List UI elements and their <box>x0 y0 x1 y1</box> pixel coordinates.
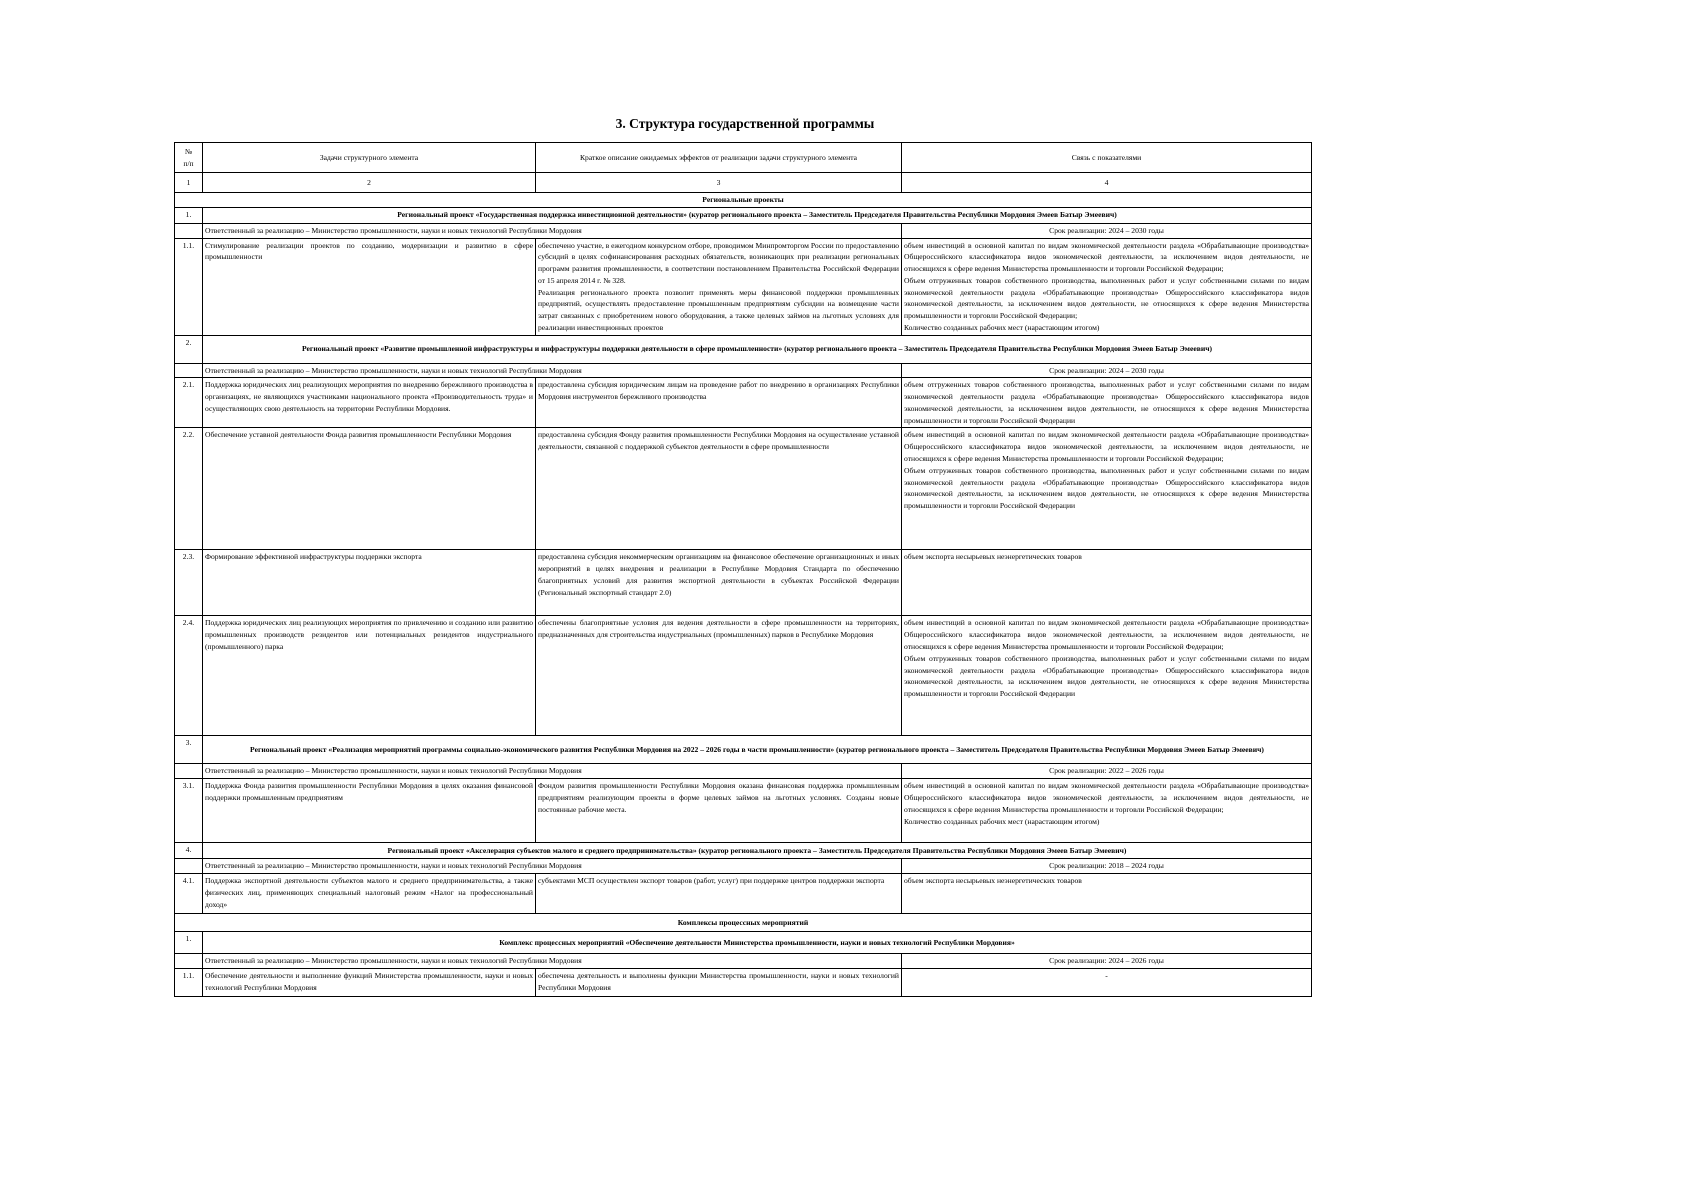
task-row <box>175 378 1312 428</box>
program-structure-table <box>174 142 1312 997</box>
task-number: 1.1. <box>175 238 203 335</box>
responsible-text: Ответственный за реализацию – Министерство промышленности, науки и новых технологий Республики Мордовия <box>203 363 902 378</box>
effect-text: Фондом развития промышленности Республики Мордовия оказана финансовая поддержка промышленным предприятиям реализующим проекты в форме целевых займов на льготных условиях. Созданы новые постоянные рабочие места. <box>536 779 902 843</box>
indicator-link-text: объем отгруженных товаров собственного производства, выполненных работ и услуг собственными силами по видам экономической деятельности раздела «Обрабатывающие производства» Общероссийского классификатора видов экономической деятельности, за исключением видов деятельности, не относящихся к сфере ведения Министерства промышленности и торговли Российской Федерации <box>902 378 1312 428</box>
project-title: Региональный проект «Развитие промышленной инфраструктуры и инфраструктуры поддержки деятельности в сфере промышленности» (куратор регионального проекта – Заместитель Председателя Правительства Республики Мордовия Эмеев Батыр Эмеевич) <box>203 335 1312 363</box>
task-row <box>175 616 1312 736</box>
section-row <box>175 914 1312 932</box>
header-tasks: Задачи структурного элемента <box>203 143 536 173</box>
section-title: Комплексы процессных мероприятий <box>175 914 1312 932</box>
complex-number: 1. <box>175 932 203 954</box>
task-text: Обеспечение уставной деятельности Фонда развития промышленности Республики Мордовия <box>203 428 536 550</box>
effect-text: обеспечена деятельность и выполнены функции Министерства промышленности, науки и новых технологий Республики Мордовия <box>536 968 902 996</box>
term-text: Срок реализации: 2022 – 2026 годы <box>902 764 1312 779</box>
col-number-3: 3 <box>536 173 902 193</box>
task-number: 1.1. <box>175 968 203 996</box>
task-text: Формирование эффективной инфраструктуры поддержки экспорта <box>203 550 536 616</box>
task-text: Поддержка юридических лиц реализующих мероприятия по внедрению бережливого производства в организациях, не являющихся участниками национального проекта «Производительность труда» и осуществляющих свою деятельность на территории Республики Мордовия. <box>203 378 536 428</box>
task-row <box>175 550 1312 616</box>
task-row <box>175 874 1312 914</box>
project-number: 4. <box>175 843 203 859</box>
task-number: 2.2. <box>175 428 203 550</box>
responsible-row <box>175 363 1312 378</box>
col-number-1: 1 <box>175 173 203 193</box>
header-row <box>175 143 1312 173</box>
section-row <box>175 193 1312 208</box>
task-row <box>175 779 1312 843</box>
task-row <box>175 968 1312 996</box>
header-num: № п/п <box>175 143 203 173</box>
col-number-4: 4 <box>902 173 1312 193</box>
task-number: 3.1. <box>175 779 203 843</box>
effect-text: субъектами МСП осуществлен экспорт товаров (работ, услуг) при поддержке центров поддержки экспорта <box>536 874 902 914</box>
task-number: 2.1. <box>175 378 203 428</box>
task-text: Обеспечение деятельности и выполнение функций Министерства промышленности, науки и новых технологий Республики Мордовия <box>203 968 536 996</box>
indicator-link-text: объем инвестиций в основной капитал по видам экономической деятельности раздела «Обрабатывающие производства» Общероссийского классификатора видов экономической деятельности, за исключением видов деятельности, не относящихся к сфере ведения Министерства промышленности и торговли Российской Федерации; Объем отгруженных товаров собственного производства, выполненных работ и услуг собственными силами по видам экономической деятельности раздела «Обрабатывающие производства» Общероссийского классификатора видов экономической деятельности, за исключением видов деятельности, не относящихся к сфере ведения Министерства промышленности и торговли Российской Федерации; Количество созданных рабочих мест (нарастающим итогом) <box>902 238 1312 335</box>
indicator-link-text: объем инвестиций в основной капитал по видам экономической деятельности раздела «Обрабатывающие производства» Общероссийского классификатора видов экономической деятельности, за исключением видов деятельности, не относящихся к сфере ведения Министерства промышленности и торговли Российской Федерации; Количество созданных рабочих мест (нарастающим итогом) <box>902 779 1312 843</box>
effect-text: предоставлена субсидия юридическим лицам на проведение работ по внедрению в организациях Республики Мордовия инструментов бережливого производства <box>536 378 902 428</box>
effect-text: предоставлена субсидия Фонду развития промышленности Республики Мордовия на осуществление уставной деятельности, связанной с поддержкой субъектов деятельности в сфере промышленности <box>536 428 902 550</box>
responsible-text: Ответственный за реализацию – Министерство промышленности, науки и новых технологий Республики Мордовия <box>203 764 902 779</box>
task-text: Стимулирование реализации проектов по созданию, модернизации и развитию в сфере промышленности <box>203 238 536 335</box>
task-text: Поддержка экспортной деятельности субъектов малого и среднего предпринимательства, а также физических лиц, применяющих специальный налоговый режим «Налог на профессиональный доход» <box>203 874 536 914</box>
col-number-2: 2 <box>203 173 536 193</box>
responsible-text: Ответственный за реализацию – Министерство промышленности, науки и новых технологий Республики Мордовия <box>203 954 902 969</box>
indicator-link-text: - <box>902 968 1312 996</box>
responsible-text: Ответственный за реализацию – Министерство промышленности, науки и новых технологий Республики Мордовия <box>203 859 902 874</box>
responsible-text: Ответственный за реализацию – Министерство промышленности, науки и новых технологий Республики Мордовия <box>203 223 902 238</box>
responsible-row <box>175 223 1312 238</box>
task-number: 2.4. <box>175 616 203 736</box>
indicator-link-text: объем экспорта несырьевых неэнергетических товаров <box>902 874 1312 914</box>
column-number-row <box>175 173 1312 193</box>
term-text: Срок реализации: 2024 – 2030 годы <box>902 363 1312 378</box>
indicator-link-text: объем инвестиций в основной капитал по видам экономической деятельности раздела «Обрабатывающие производства» Общероссийского классификатора видов экономической деятельности, за исключением видов деятельности, не относящихся к сфере ведения Министерства промышленности и торговли Российской Федерации; Объем отгруженных товаров собственного производства, выполненных работ и услуг собственными силами по видам экономической деятельности раздела «Обрабатывающие производства» Общероссийского классификатора видов экономической деятельности, за исключением видов деятельности, не относящихся к сфере ведения Министерства промышленности и торговли Российской Федерации <box>902 616 1312 736</box>
effect-text: обеспечено участие, в ежегодном конкурсном отборе, проводимом Минпромторгом России по предоставлению субсидий в целях софинансирования расходных обязательств, возникающих при реализации региональных программ развития промышленности, в соответствии постановлением Правительства Российской Федерации от 15 апреля 2014 г. № 328. Реализация регионального проекта позволит применять меры финансовой поддержки промышленных предприятий, осуществлять предоставление промышленным предприятиям субсидии на возмещение части затрат связанных с приобретением нового оборудования, а также целевых займов на льготных условиях для реализации инвестиционных проектов <box>536 238 902 335</box>
header-links: Связь с показателями <box>902 143 1312 173</box>
task-row <box>175 428 1312 550</box>
effect-text: обеспечены благоприятные условия для ведения деятельности в сфере промышленности на территориях, предназначенных для строительства индустриальных (промышленных) парков в Республике Мордовия <box>536 616 902 736</box>
project-title: Региональный проект «Реализация мероприятий программы социально-экономического развития Республики Мордовия на 2022 – 2026 годы в части промышленности» (куратор регионального проекта – Заместитель Председателя Правительства Республики Мордовия Эмеев Батыр Эмеевич) <box>203 736 1312 764</box>
page-title: 3. Структура государственной программы <box>615 116 875 131</box>
project-number: 3. <box>175 736 203 764</box>
responsible-row <box>175 954 1312 969</box>
indicator-link-text: объем инвестиций в основной капитал по видам экономической деятельности раздела «Обрабатывающие производства» Общероссийского классификатора видов экономической деятельности, за исключением видов деятельности, не относящихся к сфере ведения Министерства промышленности и торговли Российской Федерации; Объем отгруженных товаров собственного производства, выполненных работ и услуг собственными силами по видам экономической деятельности раздела «Обрабатывающие производства» Общероссийского классификатора видов экономической деятельности, за исключением видов деятельности, не относящихся к сфере ведения Министерства промышленности и торговли Российской Федерации <box>902 428 1312 550</box>
complex-title: Комплекс процессных мероприятий «Обеспечение деятельности Министерства промышленности, науки и новых технологий Республики Мордовия» <box>203 932 1312 954</box>
task-number: 4.1. <box>175 874 203 914</box>
section-title: Региональные проекты <box>175 193 1312 208</box>
task-text: Поддержка юридических лиц реализующих мероприятия по привлечению и созданию или развитию промышленных производств резидентов или потенциальных резидентов индустриального (промышленного) парка <box>203 616 536 736</box>
project-title: Региональный проект «Государственная поддержка инвестиционной деятельности» (куратор регионального проекта – Заместитель Председателя Правительства Республики Мордовия Эмеев Батыр Эмеевич) <box>203 207 1312 223</box>
task-row <box>175 238 1312 335</box>
term-text: Срок реализации: 2024 – 2030 годы <box>902 223 1312 238</box>
complex-row <box>175 932 1312 954</box>
term-text: Срок реализации: 2024 – 2026 годы <box>902 954 1312 969</box>
responsible-row <box>175 764 1312 779</box>
header-effects: Краткое описание ожидаемых эффектов от реализации задачи структурного элемента <box>536 143 902 173</box>
project-number: 2. <box>175 335 203 363</box>
term-text: Срок реализации: 2018 – 2024 годы <box>902 859 1312 874</box>
project-title: Региональный проект «Акселерация субъектов малого и среднего предпринимательства» (куратор регионального проекта – Заместитель Председателя Правительства Республики Мордовия Эмеев Батыр Эмеевич) <box>203 843 1312 859</box>
effect-text: предоставлена субсидия некоммерческим организациям на финансовое обеспечение организационных и иных мероприятий в целях внедрения и реализации в Республике Мордовия Стандарта по обеспечению благоприятных условий для развития экспортной деятельности в субъектах Российской Федерации (Региональный экспортный стандарт 2.0) <box>536 550 902 616</box>
project-row <box>175 843 1312 859</box>
indicator-link-text: объем экспорта несырьевых неэнергетических товаров <box>902 550 1312 616</box>
project-row <box>175 207 1312 223</box>
project-row <box>175 335 1312 363</box>
project-row <box>175 736 1312 764</box>
responsible-row <box>175 859 1312 874</box>
task-text: Поддержка Фонда развития промышленности Республики Мордовия в целях оказания финансовой поддержки промышленным предприятиям <box>203 779 536 843</box>
task-number: 2.3. <box>175 550 203 616</box>
project-number: 1. <box>175 207 203 223</box>
